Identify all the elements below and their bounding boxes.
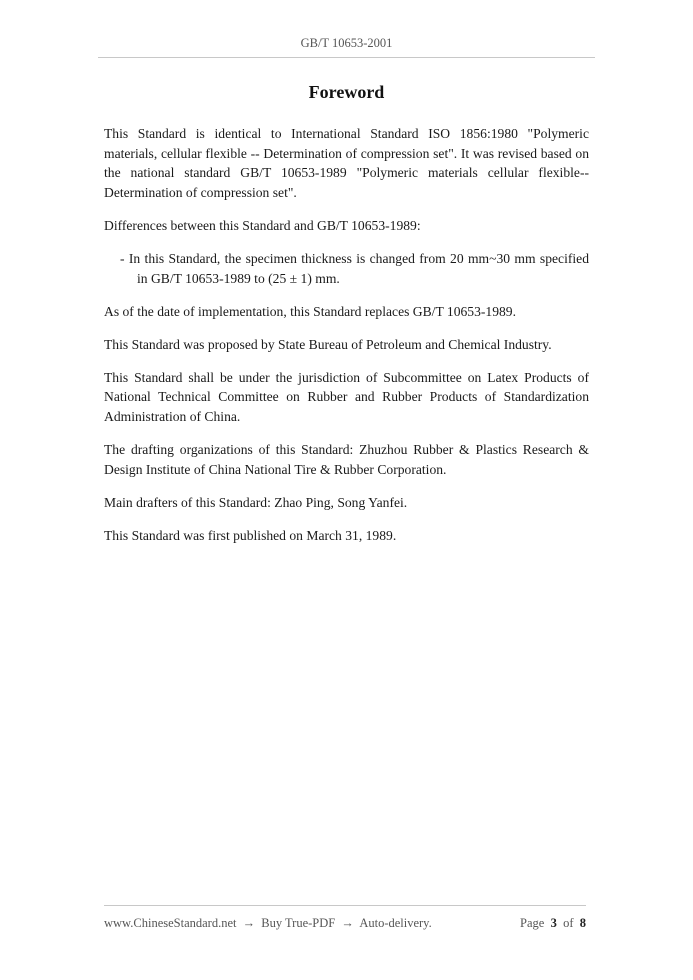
page-label: Page <box>520 916 545 930</box>
footer-promo <box>104 916 432 931</box>
auto-delivery-text: Auto-delivery. <box>359 916 432 930</box>
paragraph-first-published: This Standard was first published on March 31, 1989. <box>104 527 397 543</box>
foreword-body <box>104 124 589 559</box>
page-current: 3 <box>550 916 557 930</box>
paragraph-replaces: As of the date of implementation, this Standard replaces GB/T 10653-1989. <box>104 303 517 319</box>
buy-true-pdf-link[interactable]: Buy True-PDF <box>261 916 336 930</box>
arrow-right-icon: → <box>341 916 354 930</box>
website-link[interactable]: www.ChineseStandard.net <box>104 916 237 930</box>
paragraph-proposed-by: This Standard was proposed by State Bureau of Petroleum and Chemical Industry. <box>104 336 552 352</box>
paragraph-identical-standard: This Standard is identical to International Standard ISO 1856:1980 "Polymeric materials, cellular flexible -- Determination of compression set". It was revised based on the national standard GB/T 10653-1989 "Polymeric materials cellular flexible--Determination of compression set". <box>104 126 589 200</box>
paragraph-main-drafters: Main drafters of this Standard: Zhao Ping, Song Yanfei. <box>104 494 408 510</box>
footer-divider <box>104 905 586 906</box>
page-indicator <box>520 916 586 931</box>
paragraph-differences-intro: Differences between this Standard and GB/T 10653-1989: <box>104 217 421 233</box>
list-item-specimen-thickness: - In this Standard, the specimen thickness is changed from 20 mm~30 mm specified in GB/T 10653-1989 to (25 ± 1) mm. <box>120 250 589 286</box>
paragraph-jurisdiction: This Standard shall be under the jurisdiction of Subcommittee on Latex Products of National Technical Committee on Rubber and Rubber Products of Standardization Administration of China. <box>104 369 589 425</box>
arrow-right-icon: → <box>242 916 256 930</box>
page-header <box>0 36 693 51</box>
header-divider <box>98 57 595 58</box>
page-title: Foreword <box>308 82 385 102</box>
paragraph-drafting-organizations: The drafting organizations of this Standard: Zhuzhou Rubber & Plastics Research & Design Institute of China National Tire & Rubber Corporation. <box>104 442 589 477</box>
page-of-label: of <box>563 916 574 930</box>
page-total: 8 <box>579 916 586 930</box>
header-doc-number: GB/T 10653-2001 <box>300 36 393 50</box>
